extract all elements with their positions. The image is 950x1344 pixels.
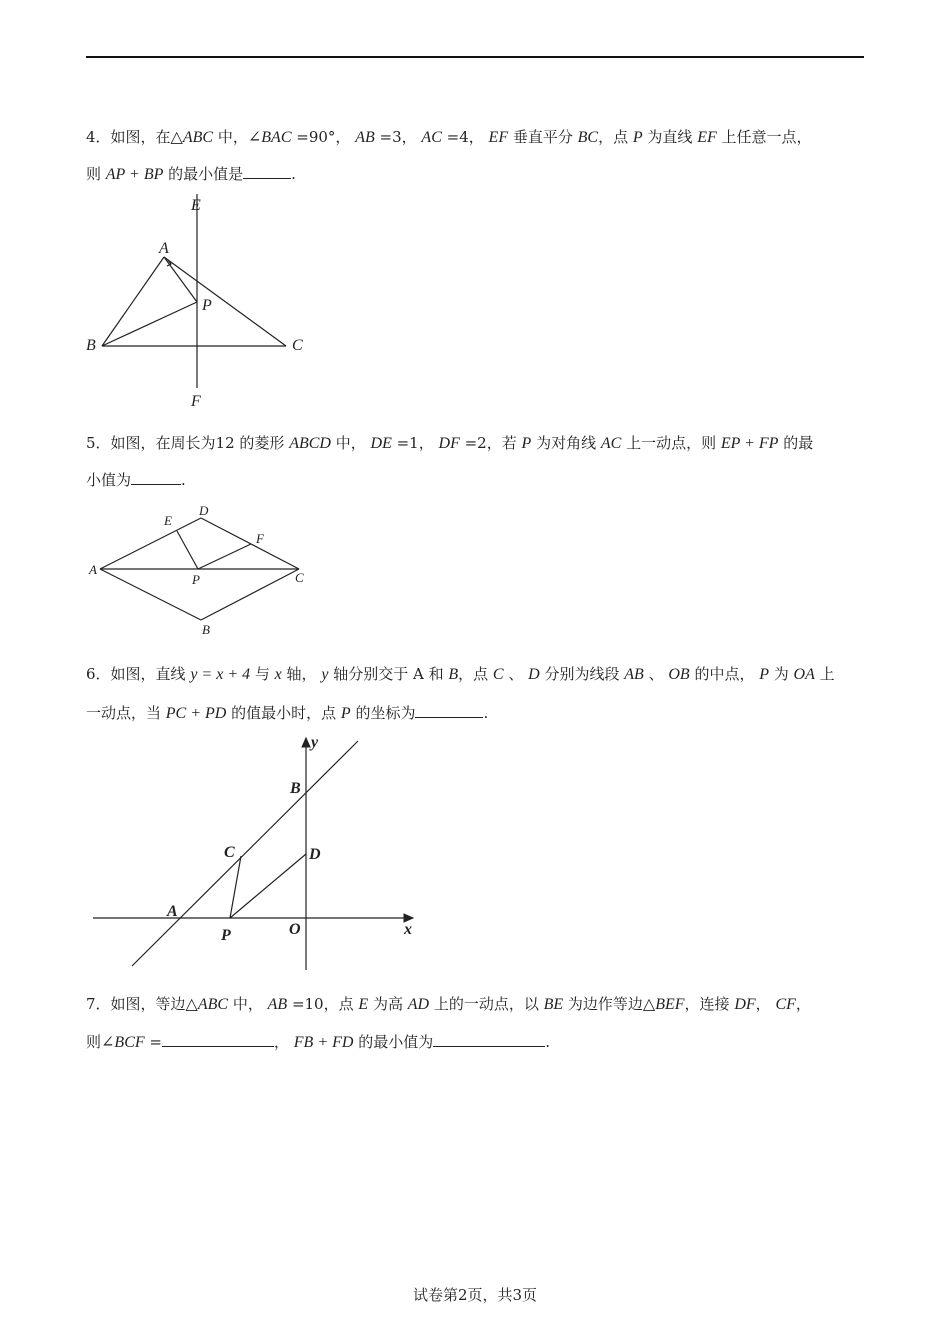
- label-E: E: [191, 197, 201, 214]
- q5-figure: [85, 500, 315, 640]
- q6-line-1: 6．如图，直线 y = x + 4 与 x 轴， y 轴分别交于 A 和 B，点 C 、 D 分别为线段 AB 、 OB 的中点， P 为 OA 上: [86, 665, 835, 683]
- q4-line-1: 4．如图，在△ABC 中，∠BAC =90°， AB =3， AC =4， EF 垂直平分 BC，点 P 为直线 EF 上任意一点，: [86, 128, 812, 146]
- q6-line-2: 一动点，当 PC + PD 的值最小时，点 P 的坐标为 .: [86, 704, 489, 722]
- segment-ab: [102, 257, 164, 346]
- label-C: C: [295, 570, 304, 585]
- q7-line-2: 则∠BCF = ， FB + FD 的最小值为 .: [86, 1033, 550, 1051]
- label-C: C: [292, 337, 303, 354]
- q6-figure: [88, 730, 428, 975]
- label-P: P: [202, 297, 212, 314]
- answer-blank[interactable]: [162, 1032, 274, 1047]
- segment-ep: [177, 531, 198, 569]
- label-C: C: [224, 844, 235, 861]
- label-A: A: [159, 240, 169, 257]
- q5-line-1: 5．如图，在周长为12 的菱形 ABCD 中， DE =1， DF =2，若 P 为对角线 AC 上一动点，则 EP + FP 的最: [86, 434, 814, 452]
- answer-blank[interactable]: [433, 1032, 545, 1047]
- label-P: P: [192, 572, 200, 587]
- header-rule: [86, 56, 864, 58]
- q7-line-1: 7．如图，等边△ABC 中， AB =10，点 E 为高 AD 上的一动点，以 BE 为边作等边△BEF，连接 DF， CF，: [86, 995, 811, 1013]
- segment-cb: [201, 569, 299, 620]
- page-footer: 试卷第2页，共3页: [412, 1286, 538, 1304]
- segment-ba: [100, 569, 201, 620]
- label-O: O: [289, 921, 301, 938]
- segment-pf: [198, 544, 251, 569]
- label-B: B: [290, 780, 301, 797]
- label-B: B: [202, 622, 210, 637]
- line-y-x-plus-4: [132, 741, 358, 966]
- segment-ad: [100, 518, 201, 569]
- q4-figure: [80, 190, 330, 415]
- label-D: D: [199, 503, 209, 518]
- answer-blank[interactable]: [415, 703, 483, 718]
- label-y: y: [311, 734, 319, 751]
- segment-ac: [164, 257, 286, 346]
- segment-pd: [230, 854, 306, 918]
- label-F: F: [191, 393, 201, 410]
- label-x: x: [404, 921, 412, 938]
- answer-blank[interactable]: [131, 470, 181, 485]
- label-F: F: [256, 531, 264, 546]
- segment-ap: [164, 257, 197, 302]
- label-E: E: [164, 513, 172, 528]
- label-A: A: [89, 562, 97, 577]
- q4-line-2: 则 AP + BP 的最小值是 .: [86, 165, 296, 183]
- q5-line-2: 小值为 .: [86, 471, 186, 489]
- segment-dc: [201, 518, 299, 569]
- label-A: A: [167, 903, 178, 920]
- segment-bp: [102, 302, 197, 346]
- label-P: P: [221, 927, 231, 944]
- label-B: B: [86, 337, 96, 354]
- label-D: D: [309, 846, 321, 863]
- segment-cp: [230, 856, 241, 918]
- answer-blank[interactable]: [243, 164, 291, 179]
